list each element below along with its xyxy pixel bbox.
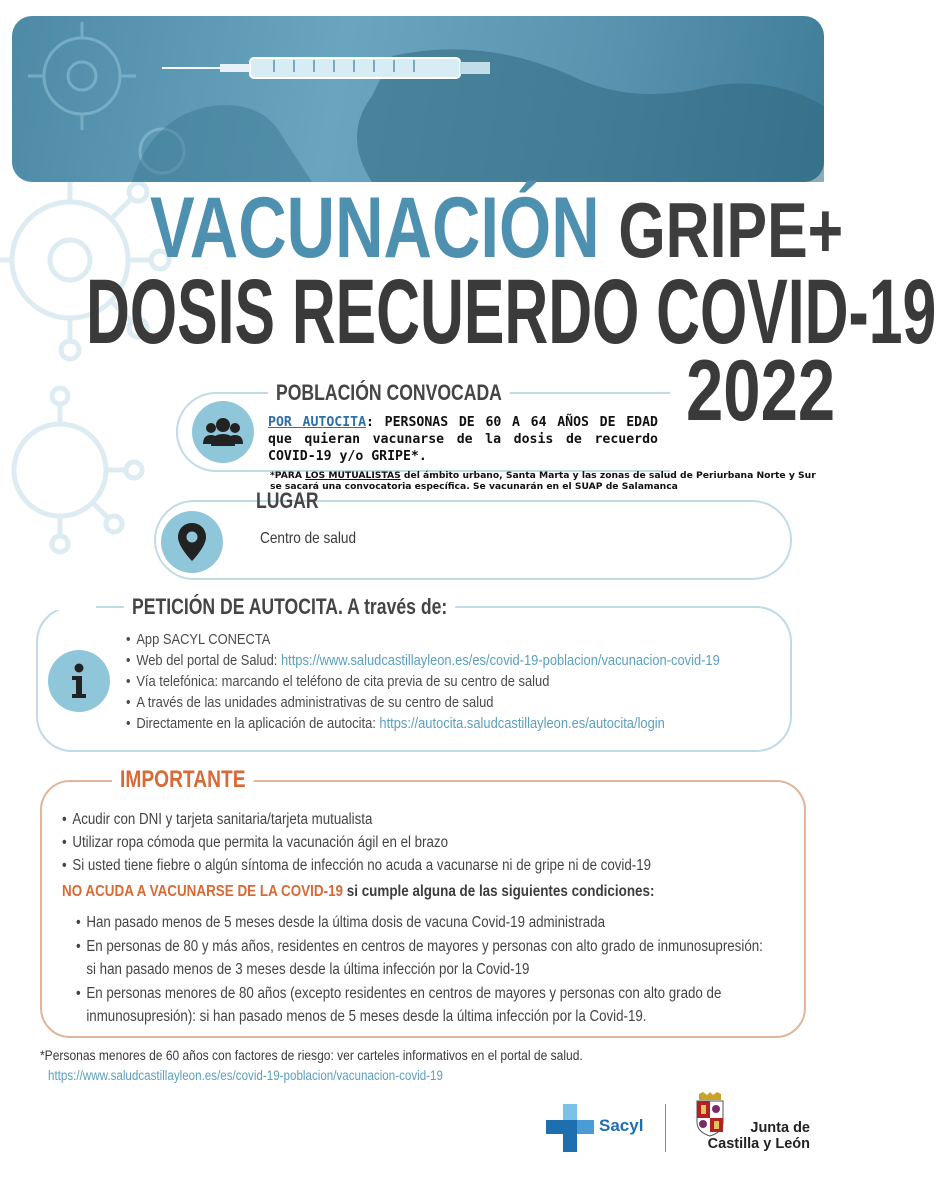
condition-line: inmunosupresión): si han pasado menos de 5 meses desde la última infección por la Covid-19. [86, 1008, 647, 1025]
hero-vaccine-image [12, 16, 824, 182]
list-item [76, 935, 763, 981]
list-item-text: Web del portal de Salud: [136, 652, 281, 669]
jcyl-line-2: Castilla y León [707, 1136, 810, 1152]
importante-list [62, 808, 651, 877]
condition-line: si han pasado menos de 3 meses desde la última infección por la Covid-19 [86, 961, 530, 978]
mutualistas-note [270, 470, 822, 492]
note-mutualistas: LOS MUTUALISTAS [305, 470, 401, 481]
list-item-text: Vía telefónica: marcando el teléfono de cita previa de su centro de salud [136, 673, 550, 690]
title-line-2: DOSIS RECUERDO COVID-19 [86, 261, 936, 363]
note-rest: del ámbito urbano, Santa Marta y las zonas de salud de Periurbana Norte y Sur se sacará una convocatoria específica. Se vacunarán en el SUAP de Salamanca [270, 470, 816, 492]
conditions-list [76, 911, 763, 1029]
title-gripe: GRIPE+ [618, 186, 844, 274]
footer-link[interactable]: https://www.saludcastillayleon.es/es/covid-19-poblacion/vacunacion-covid-19 [48, 1068, 443, 1083]
list-item [126, 692, 720, 713]
group-people-icon [192, 401, 254, 463]
lugar-text: Centro de salud [260, 530, 357, 547]
no-acuda-accent: NO ACUDA A VACUNARSE DE LA COVID-19 [62, 883, 344, 900]
location-pin-icon [161, 511, 223, 573]
note-prefix: *PARA [270, 470, 306, 481]
title-line-1 [150, 180, 844, 276]
autocita-link[interactable]: https://autocita.saludcastillayleon.es/autocita/login [379, 715, 665, 732]
footer-note: *Personas menores de 60 años con factores de riesgo: ver carteles informativos en el portal de salud. [40, 1047, 583, 1063]
por-autocita-link[interactable]: POR AUTOCITA [268, 415, 367, 430]
syringe-illustration [12, 16, 824, 182]
list-item: • Si usted tiene fiebre o algún síntoma de infección no acuda a vacunarse ni de gripe ni de covid-19 [62, 854, 651, 877]
no-acuda-heading [62, 883, 654, 901]
peticion-heading: PETICIÓN DE AUTOCITA. A través de: [124, 594, 455, 620]
condition-line: En personas menores de 80 años (excepto residentes en centros de mayores y personas con alto grado de [86, 985, 722, 1002]
no-acuda-rest: si cumple alguna de las siguientes condiciones: [343, 883, 655, 900]
sacyl-logo-text: Sacyl [599, 1116, 644, 1135]
portal-salud-link[interactable]: https://www.saludcastillayleon.es/es/covid-19-poblacion/vacunacion-covid-19 [280, 652, 720, 669]
list-item: • Utilizar ropa cómoda que permita la vacunación ágil en el brazo [62, 831, 651, 854]
poblacion-heading: POBLACIÓN CONVOCADA [268, 380, 510, 406]
importante-heading: IMPORTANTE [112, 766, 254, 794]
list-item [126, 713, 720, 734]
title-year: 2022 [686, 343, 836, 439]
info-icon [48, 650, 110, 712]
list-item [126, 629, 720, 650]
condition-line: Han pasado menos de 5 meses desde la última dosis de vacuna Covid-19 administrada [86, 914, 606, 931]
list-item: • Acudir con DNI y tarjeta sanitaria/tarjeta mutualista [62, 808, 651, 831]
list-item-text: A través de las unidades administrativas de su centro de salud [136, 694, 494, 711]
list-item [126, 650, 720, 671]
title-vacunacion: VACUNACIÓN [150, 180, 600, 276]
list-item-text: App SACYL CONECTA [136, 631, 271, 648]
poblacion-description: : PERSONAS DE 60 A 64 AÑOS DE EDAD que quieran vacunarse de la dosis de recuerdo COVID-19 y/o GRIPE*. [268, 415, 658, 464]
logo-divider [665, 1104, 666, 1152]
condition-line: En personas de 80 y más años, residentes en centros de mayores y personas con alto grado de inmunosupresión: [86, 938, 763, 955]
list-item-text: Directamente en la aplicación de autocita: [136, 715, 380, 732]
list-item [76, 982, 763, 1028]
peticion-list [126, 629, 720, 734]
lugar-heading: LUGAR [256, 488, 319, 513]
poblacion-text [268, 414, 658, 465]
list-item [76, 911, 763, 934]
junta-castilla-leon-text [690, 1120, 810, 1152]
jcyl-line-1: Junta de [750, 1120, 810, 1136]
list-item [126, 671, 720, 692]
